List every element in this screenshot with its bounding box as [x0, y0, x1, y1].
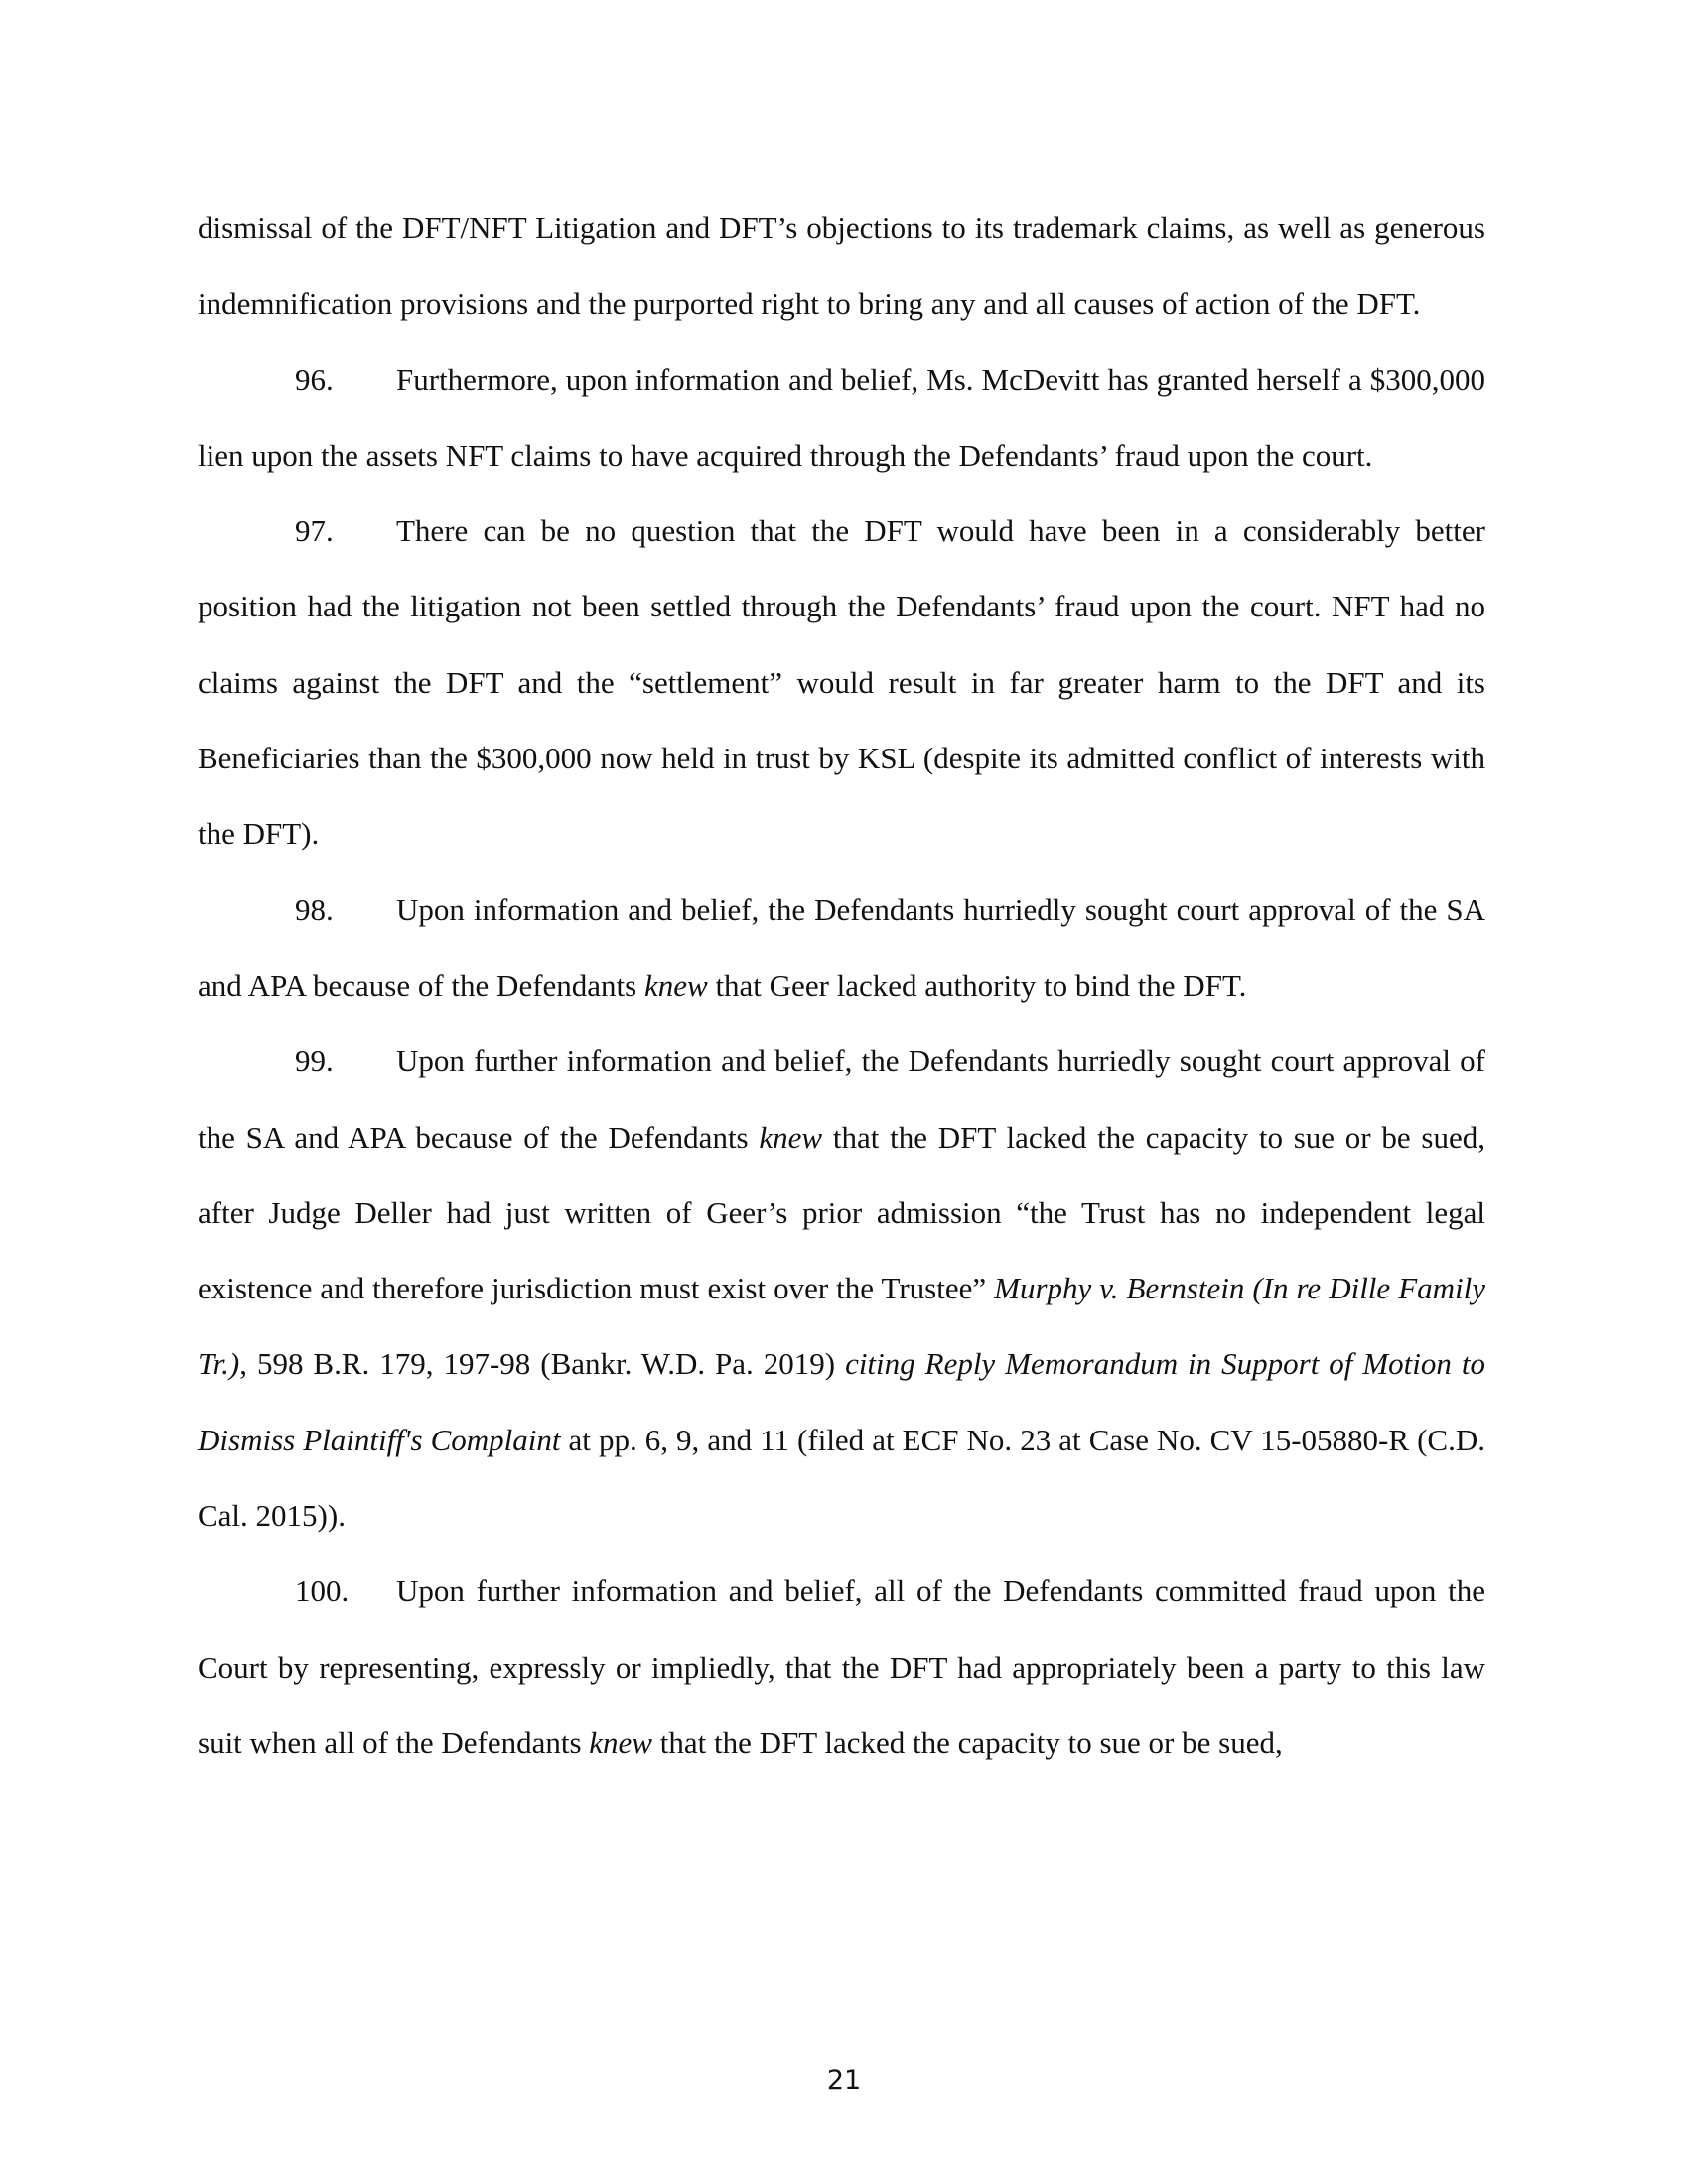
emphasis-text: knew — [589, 1724, 652, 1760]
paragraph-97 — [198, 493, 1485, 872]
paragraph-100 — [198, 1554, 1485, 1781]
paragraph-text: at pp. 6, 9, and 11 (filed at ECF No. 23 at Case No. CV 15-05880-R (C.D. Cal. 2015)). — [198, 1422, 1485, 1534]
emphasis-text: knew — [643, 967, 708, 1003]
document-body — [198, 191, 1485, 1781]
paragraph-text: Furthermore, upon information and belief, Ms. McDevitt has granted herself a $300,000 lien upon the assets NFT claims to have acquired through the Defendants’ fraud upon the court. — [198, 361, 1485, 473]
paragraph-text: that the DFT lacked the capacity to sue or be sued, — [651, 1724, 1283, 1760]
paragraph-number: 97. — [295, 513, 334, 549]
paragraph-99 — [198, 1024, 1485, 1554]
paragraph-text: that the DFT lacked the capacity to sue or be sued, after Judge Deller had just written of Geer’s prior admission “the Trust has no independent legal existence and therefore jurisdiction must exist over the Trustee” — [198, 1119, 1485, 1306]
paragraph-96 — [198, 342, 1485, 494]
paragraph-98 — [198, 873, 1485, 1024]
emphasis-text: knew — [759, 1119, 823, 1155]
paragraph-text: Upon information and belief, the Defendants hurriedly sought court approval of the SA and APA because of the Defendants — [198, 891, 1485, 1003]
paragraph-number: 96. — [295, 361, 334, 397]
paragraph-text: Upon further information and belief, all of the Defendants committed fraud upon the Court by representing, expressly or impliedly, that the DFT had appropriately been a party to this law suit when all of the Defendants — [198, 1573, 1485, 1760]
paragraph-text: that Geer lacked authority to bind the DFT. — [707, 967, 1247, 1003]
paragraph-text: , 598 B.R. 179, 197-98 (Bankr. W.D. Pa. 2019) — [239, 1346, 846, 1382]
paragraph-text: There can be no question that the DFT would have been in a considerably better position had the litigation not been settled through the Defendants’ fraud upon the court. NFT had no claims against the DFT and the “settlement” would result in far greater harm to the DFT and its Beneficiaries than the $300,000 now held in trust by KSL (despite its admitted conflict of interests with the DFT). — [198, 513, 1485, 852]
paragraph-number: 98. — [295, 891, 334, 927]
page-number: 21 — [826, 2065, 862, 2096]
paragraph-text: dismissal of the DFT/NFT Litigation and DFT’s objections to its trademark claims, as well as generous indemnification provisions and the purported right to bring any and all causes of action of the DFT. — [198, 210, 1485, 322]
paragraph-number: 99. — [295, 1043, 334, 1079]
paragraph-continuation — [198, 191, 1485, 342]
citation-reference: citing Reply Memorandum in Support of Motion to Dismiss Plaintiff's Complaint — [198, 1346, 1485, 1457]
paragraph-text: Upon further information and belief, the Defendants hurriedly sought court approval of the SA and APA because of the Defendants — [198, 1043, 1485, 1155]
paragraph-number: 100. — [295, 1573, 350, 1609]
case-citation: Murphy v. Bernstein (In re Dille Family Tr.) — [198, 1271, 1485, 1382]
